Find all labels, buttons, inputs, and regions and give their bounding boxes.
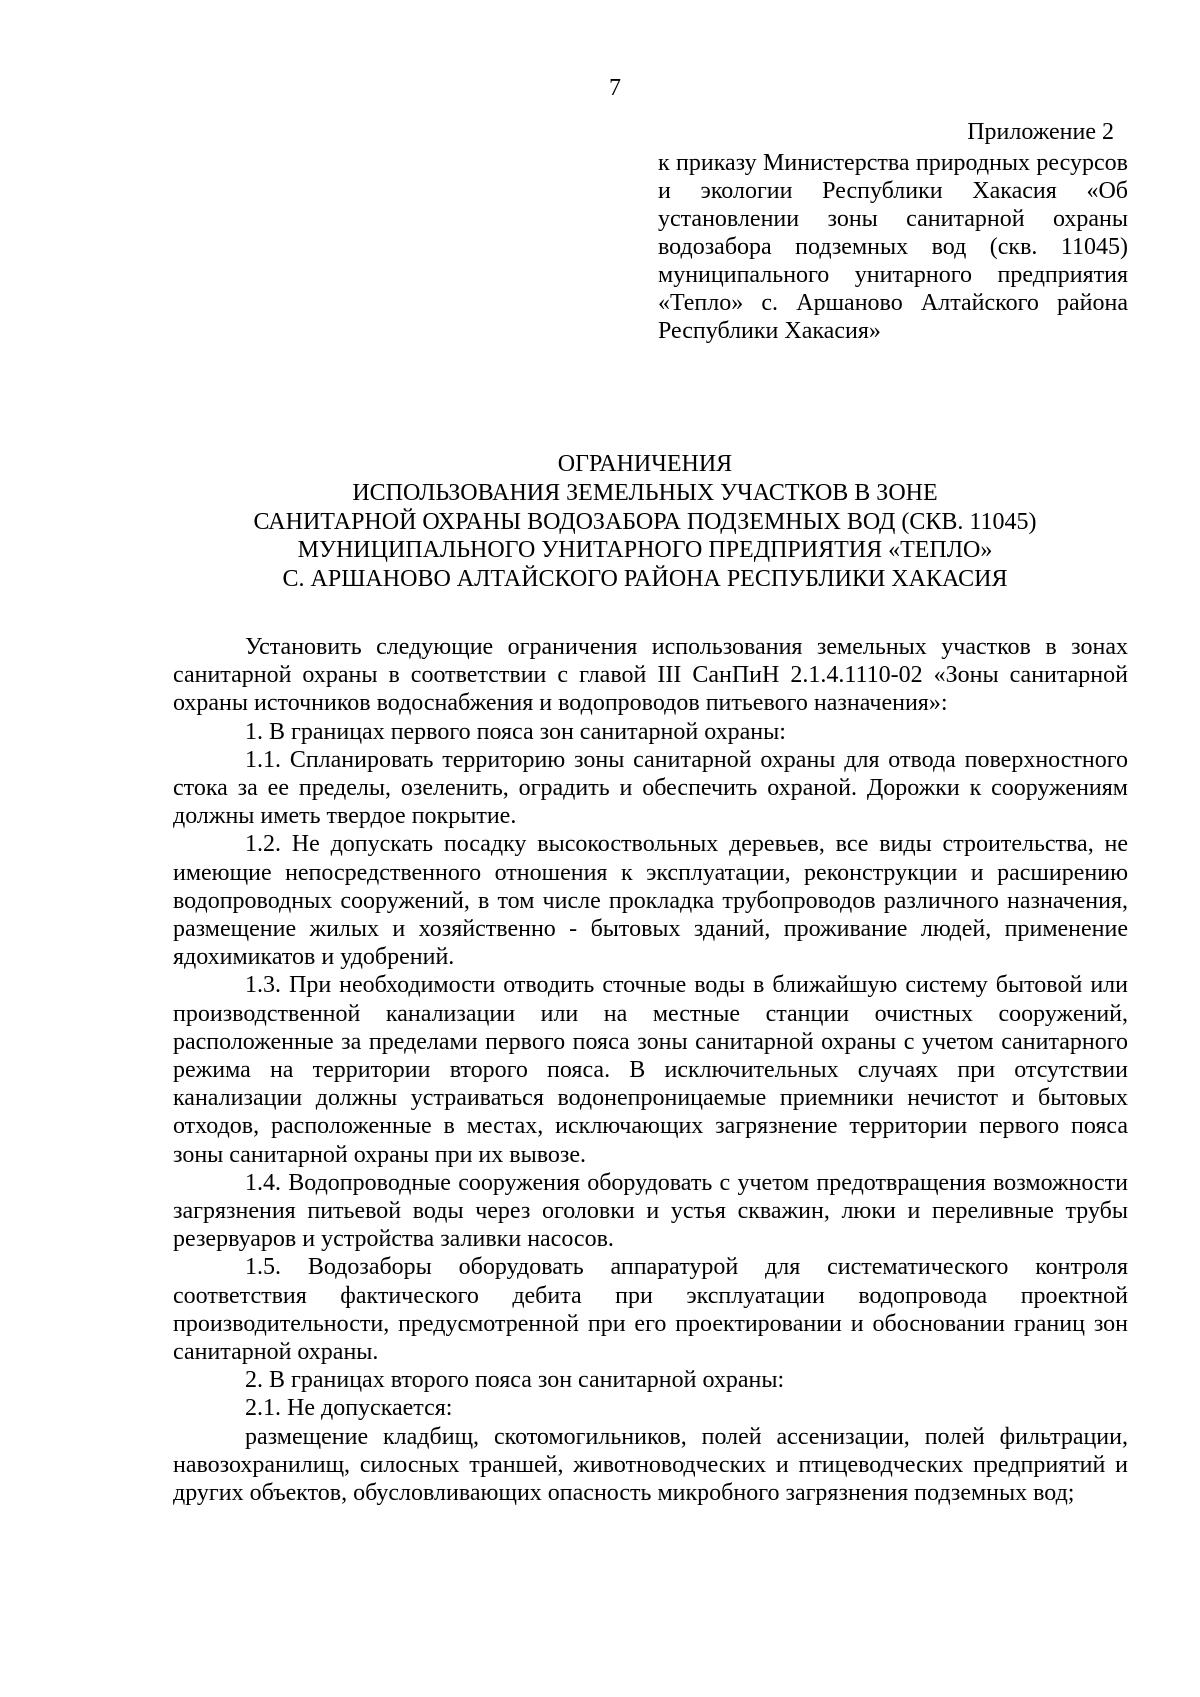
clause-1-1: 1.1. Спланировать территорию зоны санитарной охраны для отвода поверхностного стока за ее пределы, озеленить, оградить и обеспечить охраной. Дорожки к сооружениям должны иметь твердое покрытие. [173,746,1128,830]
section-heading-2: 2. В границах второго пояса зон санитарной охраны: [245,1367,785,1394]
title-line: МУНИЦИПАЛЬНОГО УНИТАРНОГО ПРЕДПРИЯТИЯ «ТЕПЛО» [297,537,993,564]
clause-1-5: 1.5. Водозаборы оборудовать аппаратурой для систематического контроля соответствия фактического дебита при эксплуатации водопровода проектной производительности, предусмотренной при его проектировании и обосновании границ зон санитарной охраны. [173,1254,1128,1366]
title-line: ОГРАНИЧЕНИЯ [557,451,733,477]
title-line: ИСПОЛЬЗОВАНИЯ ЗЕМЕЛЬНЫХ УЧАСТКОВ В ЗОНЕ [352,479,938,506]
clause-1-3: 1.3. При необходимости отводить сточные воды в ближайшую систему бытовой или производственной канализации или на местные станции очистных сооружений, расположенные за пределами первого пояса зоны санитарной охраны с учетом санитарного режима на территории второго пояса. В исключительных случаях при отсутствии канализации должны устраиваться водонепроницаемые приемники нечистот и бытовых отходов, расположенные в местах, исключающих загрязнение территории первого пояса зоны санитарной охраны при их вывозе. [173,972,1128,1168]
clause-2-1: 2.1. Не допускается: [245,1395,453,1422]
clause-2-1-item: размещение кладбищ, скотомогильников, полей ассенизации, полей фильтрации, навозохранилищ, силосных траншей, животноводческих и птицеводческих предприятий и других объектов, обусловливающих опасность микробного загрязнения подземных вод; [173,1423,1128,1507]
document-title [150,450,1140,594]
annex-reference-text: к приказу Министерства природных ресурсов и экологии Республики Хакасия «Об установлении зоны санитарной охраны водозабора подземных вод (скв. 11045) муниципального унитарного предприятия «Тепло» с. Аршаново Алтайского района Республики Хакасия» [658,150,1128,344]
page-number: 7 [609,75,621,101]
title-line: С. АРШАНОВО АЛТАЙСКОГО РАЙОНА РЕСПУБЛИКИ ХАКАСИЯ [282,566,1008,593]
annex-label: Приложение 2 [967,119,1114,145]
clause-1-2: 1.2. Не допускать посадку высокоствольных деревьев, все виды строительства, не имеющие непосредственного отношения к эксплуатации, реконструкции и расширению водопроводных сооружений, в том числе прокладка трубопроводов различного назначения, размещение жилых и хозяйственно - бытовых зданий, проживание людей, применение ядохимикатов и удобрений. [173,831,1128,971]
title-line: САНИТАРНОЙ ОХРАНЫ ВОДОЗАБОРА ПОДЗЕМНЫХ ВОД (СКВ. 11045) [253,508,1037,535]
annex-block [658,118,1128,345]
intro-paragraph: Установить следующие ограничения использования земельных участков в зонах санитарной охраны в соответствии с главой III СанПиН 2.1.4.1110-02 «Зоны санитарной охраны источников водоснабжения и водопроводов питьевого назначения»: [173,634,1128,717]
section-heading-1: 1. В границах первого пояса зон санитарной охраны: [245,718,786,745]
document-body [173,633,1128,1507]
clause-1-4: 1.4. Водопроводные сооружения оборудовать с учетом предотвращения возможности загрязнения питьевой воды через оголовки и устья скважин, люки и переливные трубы резервуаров и устройства заливки насосов. [173,1169,1128,1253]
